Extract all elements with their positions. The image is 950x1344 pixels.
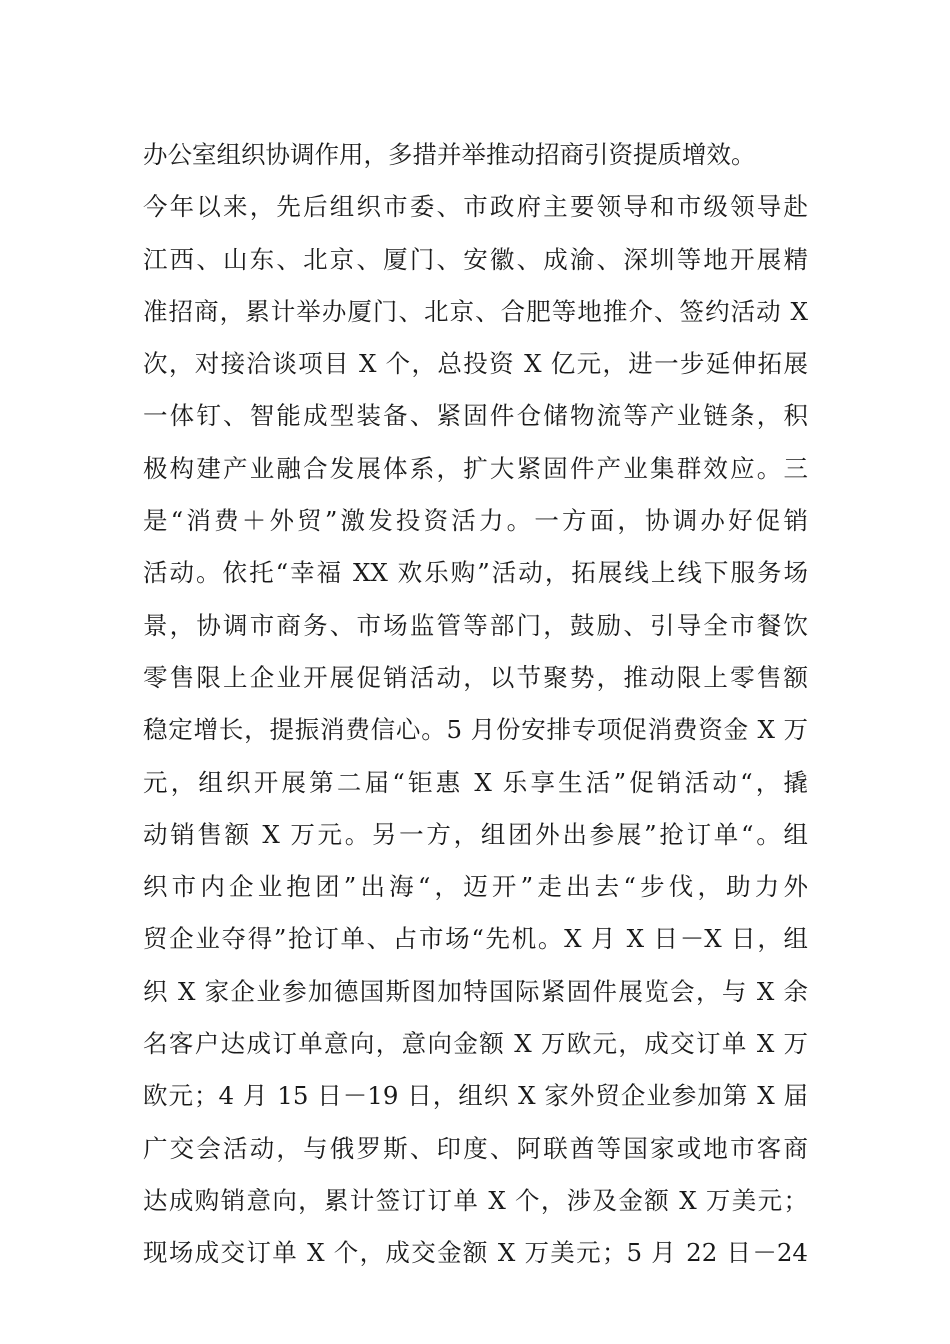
text-line: 现场成交订单 X 个，成交金额 X 万美元；5 月 22 日－24 (143, 1238, 808, 1268)
text-line: 名客户达成订单意向，意向金额 X 万欧元，成交订单 X 万 (143, 1029, 808, 1059)
text-line: 织市内企业抱团”出海“，迈开”走出去“步伐，助力外 (143, 872, 808, 902)
text-line: 景，协调市商务、市场监管等部门，鼓励、引导全市餐饮 (143, 610, 808, 640)
text-line: 贸企业夺得”抢订单、占市场“先机。X 月 X 日－X 日，组 (143, 924, 808, 954)
text-line: 江西、山东、北京、厦门、安徽、成渝、深圳等地开展精 (143, 244, 808, 274)
text-line: 稳定增长，提振消费信心。5 月份安排专项促消费资金 X 万 (143, 715, 808, 745)
text-line: 极构建产业融合发展体系，扩大紧固件产业集群效应。三 (143, 453, 808, 483)
text-line: 零售限上企业开展促销活动，以节聚势，推动限上零售额 (143, 662, 808, 692)
body-paragraph (143, 129, 808, 1280)
text-line: 一体钉、智能成型装备、紧固件仓储物流等产业链条，积 (143, 401, 808, 431)
text-line: 广交会活动，与俄罗斯、印度、阿联酋等国家或地市客商 (143, 1133, 808, 1163)
text-line: 是“消费＋外贸”激发投资活力。一方面，协调办好促销 (143, 506, 808, 536)
text-line: 准招商，累计举办厦门、北京、合肥等地推介、签约活动 X (143, 296, 808, 326)
text-line: 织 X 家企业参加德国斯图加特国际紧固件展览会，与 X 余 (143, 976, 808, 1006)
text-line: 达成购销意向，累计签订订单 X 个，涉及金额 X 万美元； (143, 1185, 808, 1215)
text-line: 次，对接洽谈项目 X 个，总投资 X 亿元，进一步延伸拓展 (143, 349, 808, 379)
text-line: 元，组织开展第二届“钜惠 X 乐享生活”促销活动“，撬 (143, 767, 808, 797)
text-line: 欧元；4 月 15 日－19 日，组织 X 家外贸企业参加第 X 届 (143, 1081, 808, 1111)
text-line: 动销售额 X 万元。另一方，组团外出参展”抢订单“。组 (143, 819, 808, 849)
text-line: 活动。依托“幸福 XX 欢乐购”活动，拓展线上线下服务场 (143, 558, 808, 588)
text-line: 办公室组织协调作用，多措并举推动招商引资提质增效。 (143, 140, 756, 169)
text-line: 今年以来，先后组织市委、市政府主要领导和市级领导赴 (143, 192, 808, 222)
